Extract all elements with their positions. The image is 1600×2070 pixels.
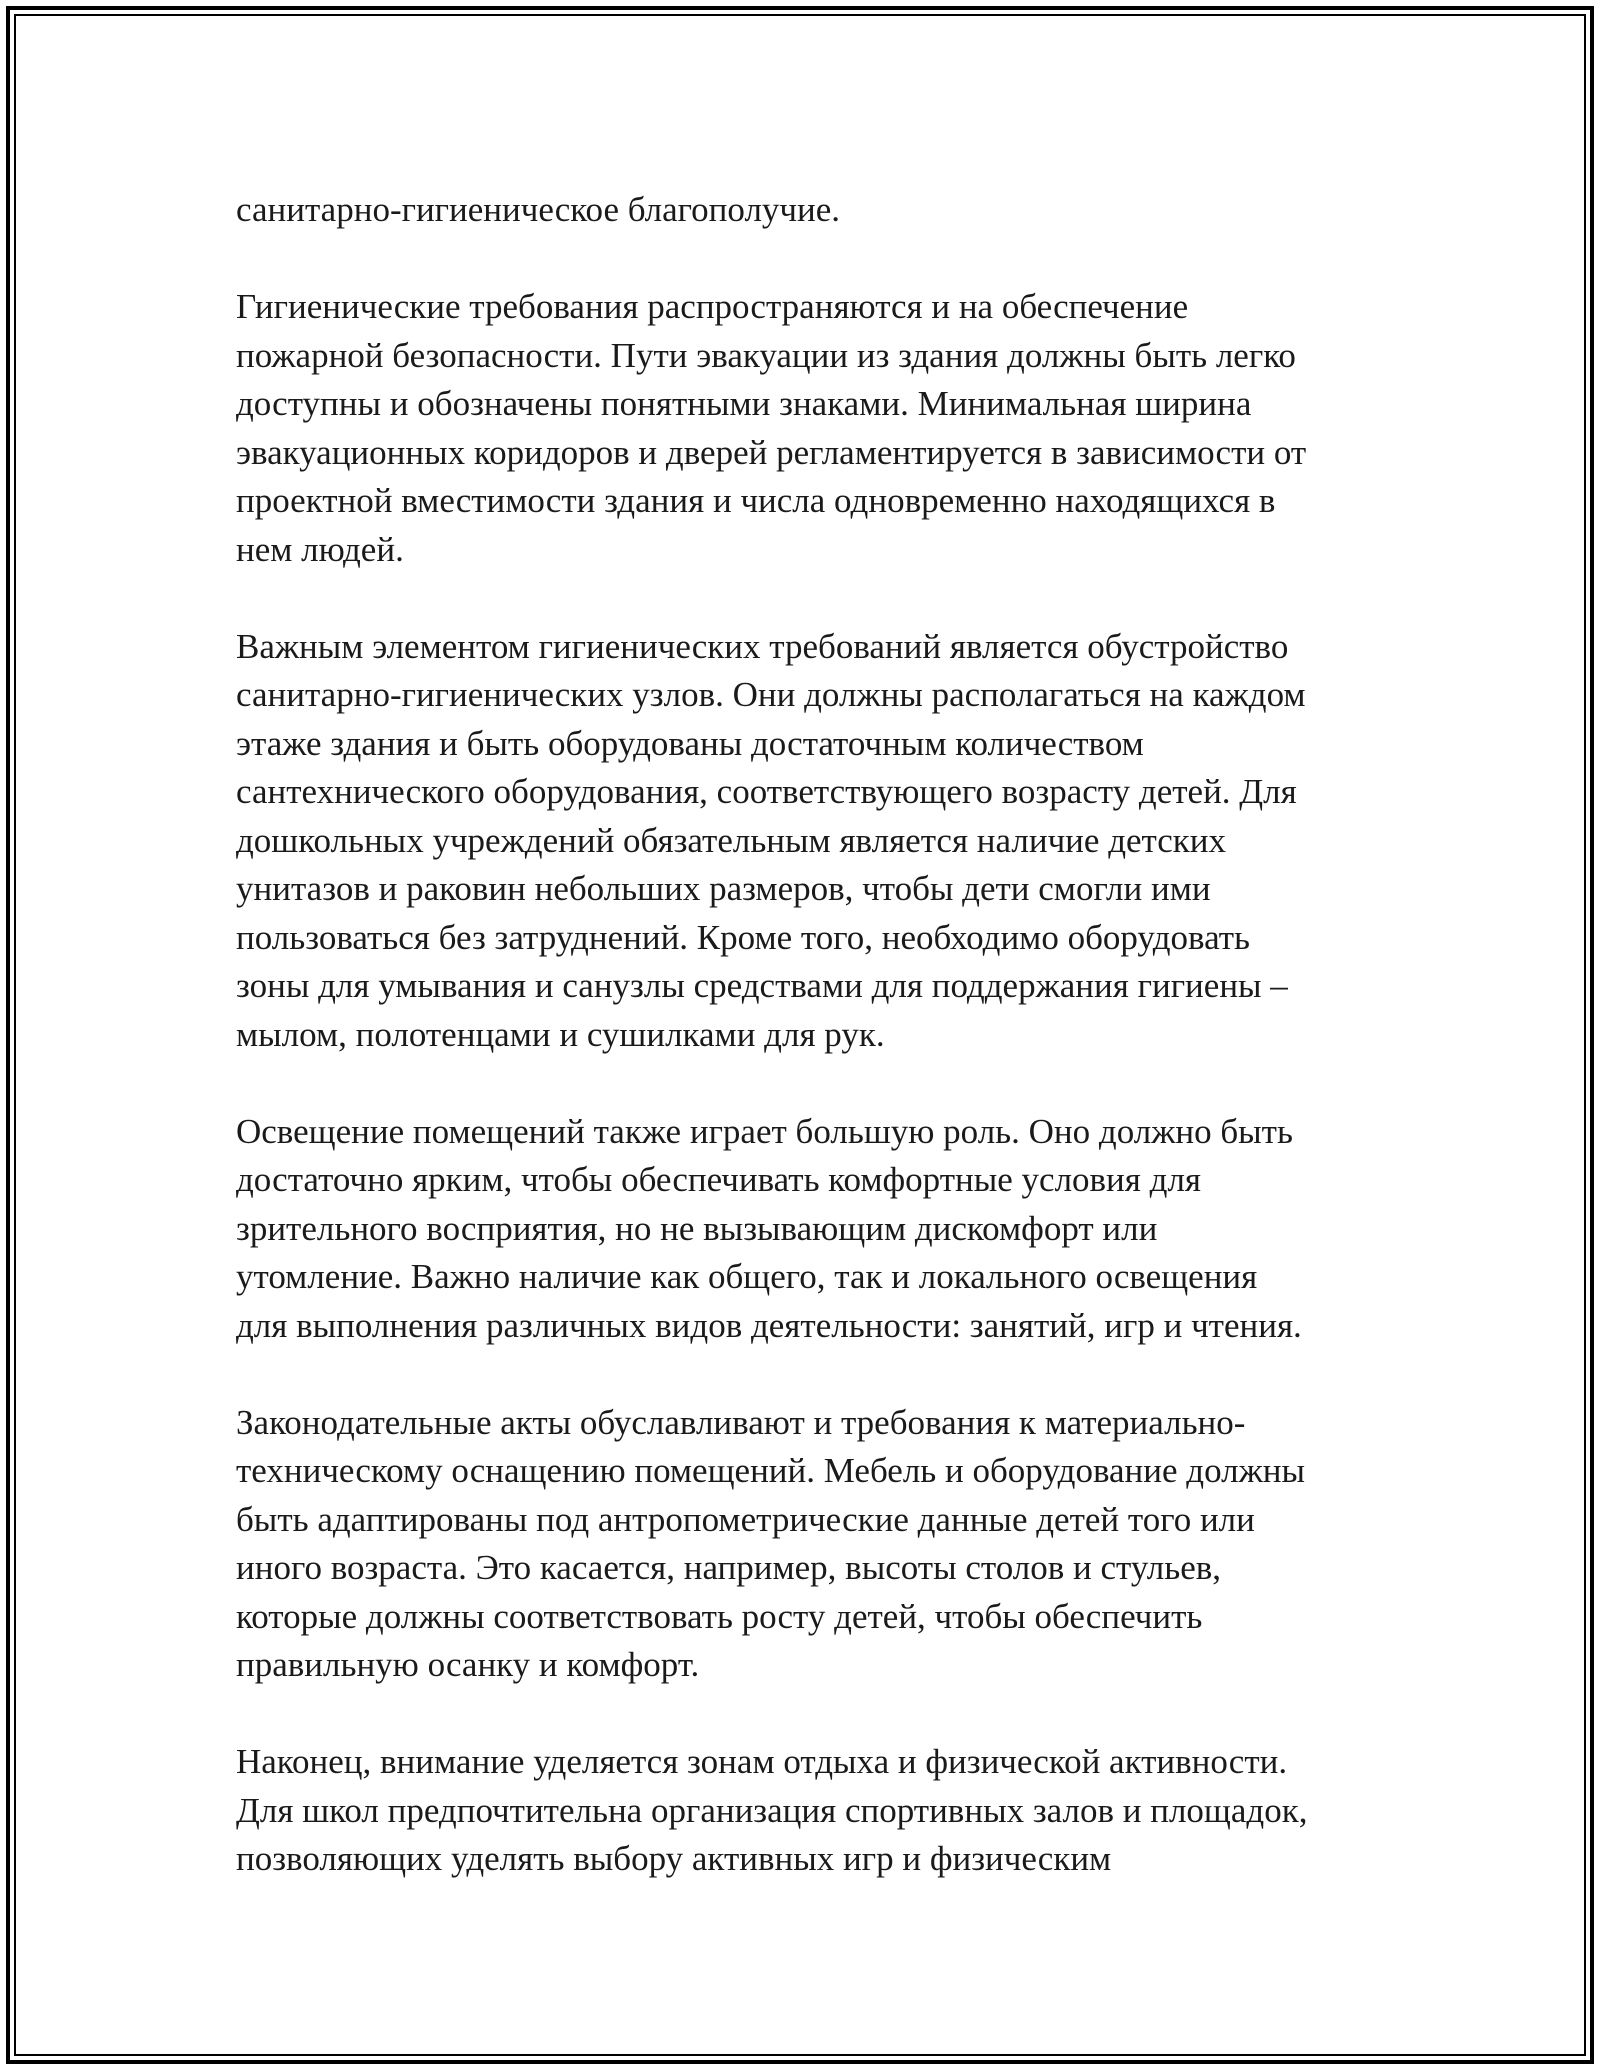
text-line: сантехнического оборудования, соответствующего возрасту детей. Для [236,772,1297,811]
text-line: санитарно-гигиеническое благополучие. [236,190,841,229]
text-line: достаточно ярким, чтобы обеспечивать комфортные условия для [236,1160,1202,1199]
text-line: позволяющих уделять выбору активных игр и физическим [236,1839,1112,1878]
text-line: Гигиенические требования распространяются и на обеспечение [236,287,1189,326]
paragraph [236,186,1376,235]
text-line: этаже здания и быть оборудованы достаточным количеством [236,723,1144,763]
paragraph [236,1738,1376,1884]
text-line: зрительного восприятия, но не вызывающим дискомфорт или [236,1208,1158,1248]
text-line: эвакуационных коридоров и дверей регламентируется в зависимости от [236,432,1307,472]
text-line: Для школ предпочтительна организация спортивных залов и площадок, [236,1790,1308,1830]
text-line: для выполнения различных видов деятельности: занятий, игр и чтения. [236,1305,1302,1345]
text-line: быть адаптированы под антропометрические данные детей того или [236,1499,1255,1539]
text-line: зоны для умывания и санузлы средствами для поддержания гигиены – [236,966,1288,1005]
text-line: техническому оснащению помещений. Мебель и оборудование должны [236,1451,1306,1490]
text-line: пользоваться без затруднений. Кроме того, необходимо оборудовать [236,917,1250,957]
text-line: пожарной безопасности. Пути эвакуации из здания должны быть легко [236,335,1296,375]
text-line: нем людей. [236,529,404,569]
text-line: которые должны соответствовать росту детей, чтобы обеспечить [236,1596,1203,1636]
text-line: доступны и обозначены понятными знаками. Минимальная ширина [236,384,1252,423]
text-line: иного возраста. Это касается, например, высоты столов и стульев, [236,1548,1222,1587]
text-line: унитазов и раковин небольших размеров, чтобы дети смогли ими [236,869,1211,908]
text-line: Важным элементом гигиенических требований является обустройство [236,626,1289,666]
text-line: мылом, полотенцами и сушилками для рук. [236,1014,885,1054]
text-line: Законодательные акты обуславливают и требования к материально- [236,1402,1246,1442]
paragraph [236,623,1376,1060]
paragraph [236,1108,1376,1351]
text-line: санитарно-гигиенических узлов. Они должны располагаться на каждом [236,675,1306,714]
text-line: Наконец, внимание уделяется зонам отдыха и физической активности. [236,1742,1288,1781]
text-line: дошкольных учреждений обязательным является наличие детских [236,820,1227,860]
text-line: утомление. Важно наличие как общего, так и локального освещения [236,1257,1258,1296]
text-line: проектной вместимости здания и числа одновременно находящихся в [236,481,1276,520]
text-line: правильную осанку и комфорт. [236,1645,700,1684]
document-body [236,186,1376,1932]
text-line: Освещение помещений также играет большую роль. Оно должно быть [236,1111,1293,1151]
paragraph [236,283,1376,574]
paragraph [236,1399,1376,1690]
